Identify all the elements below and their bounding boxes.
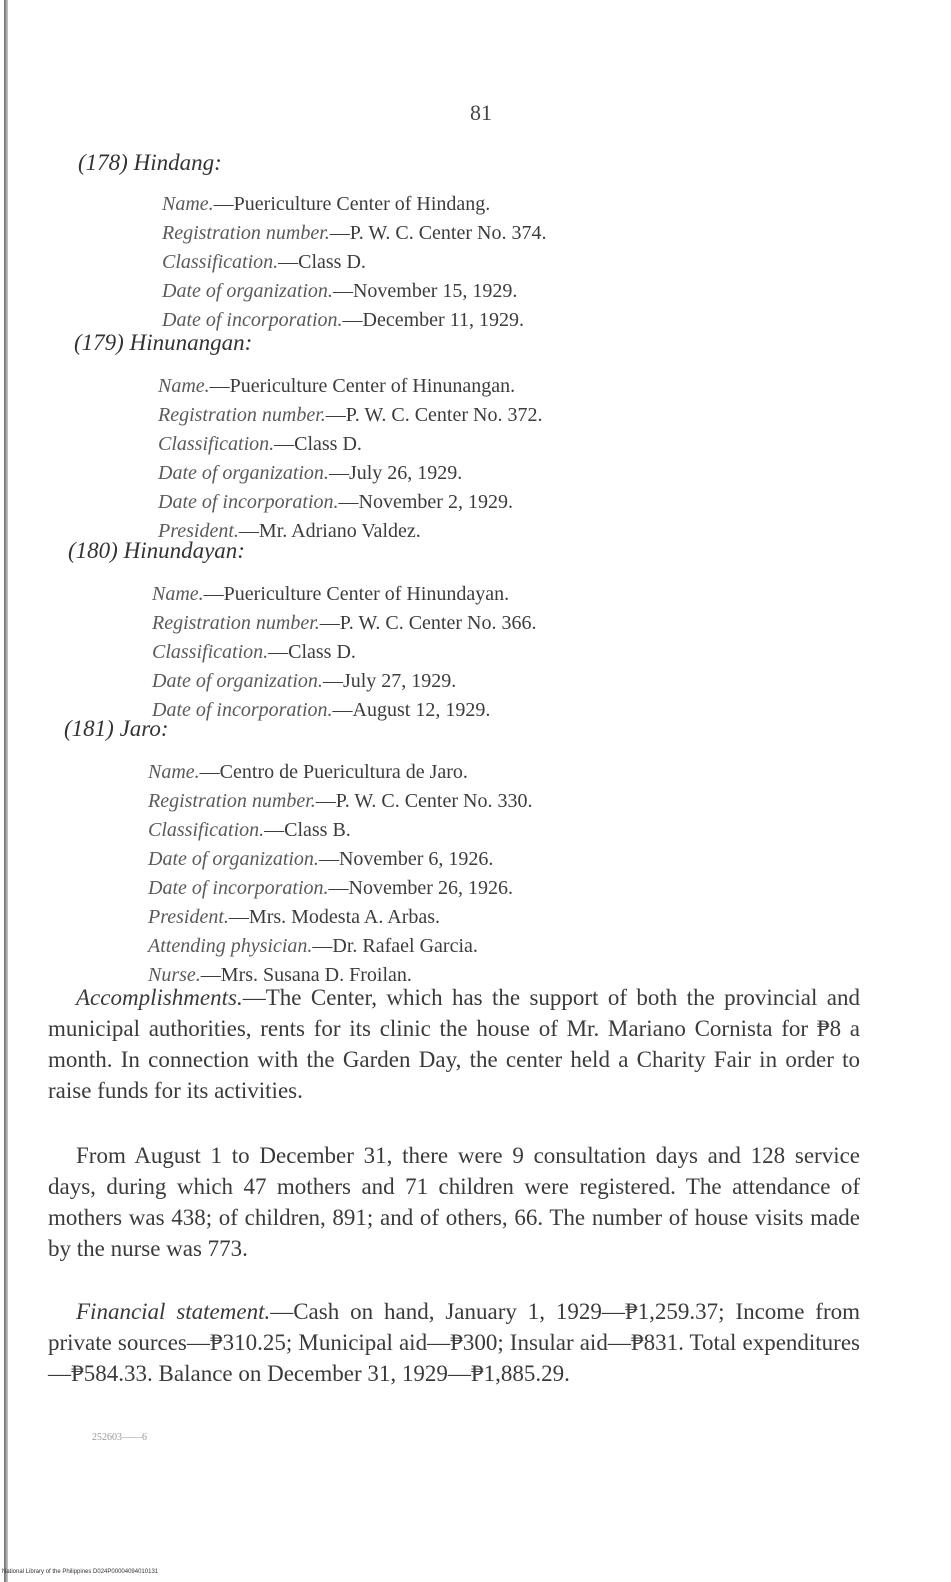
field-nurse: Nurse.—Mrs. Susana D. Froilan. [148, 964, 412, 986]
field-registration: Registration number.—P. W. C. Center No. 372. [158, 404, 543, 426]
field-president: President.—Mrs. Modesta A. Arbas. [148, 906, 441, 928]
entry-fields-178 [162, 190, 546, 335]
field-attending-physician: Attending physician.—Dr. Rafael Garcia. [148, 935, 478, 957]
field-registration: Registration number.—P. W. C. Center No. 330. [148, 790, 533, 812]
field-name: Name.—Puericulture Center of Hinundayan. [152, 583, 510, 605]
entry-place: Hindang: [133, 150, 222, 175]
field-incorporation-date: Date of incorporation.—November 2, 1929. [158, 491, 513, 513]
page-number: 81 [470, 100, 492, 125]
entry-number: (181) [64, 716, 114, 741]
paragraph-accomplishments: Accomplishments.—The Center, which has the support of both the provincial and municipal authorities, rents for its clinic the house of Mr. Mariano Cornista for ₱8 a month. In connection with the Garden Day, the center held a Charity Fair in order to raise funds for its activities. [48, 985, 860, 1103]
field-organization-date: Date of organization.—July 27, 1929. [152, 670, 457, 692]
paragraph-consultations: From August 1 to December 31, there were 9 consultation days and 128 service days, during which 47 mothers and 71 children were registered. The attendance of mothers was 438; of children, 891; and of others, 66. The number of house visits made by the nurse was 773. [48, 1143, 860, 1261]
field-president: President.—Mr. Adriano Valdez. [158, 520, 421, 542]
entry-heading-180 [68, 538, 245, 564]
entry-fields-179 [158, 372, 542, 546]
field-classification: Classification.—Class D. [152, 641, 356, 663]
field-organization-date: Date of organization.—July 26, 1929. [158, 462, 463, 484]
field-name: Name.—Puericulture Center of Hindang. [162, 193, 491, 215]
field-organization-date: Date of organization.—November 6, 1926. [148, 848, 494, 870]
field-classification: Classification.—Class D. [162, 251, 366, 273]
entry-place: Hinundayan: [123, 538, 245, 563]
scan-credit: National Library of the Philippines D024P00004094010131 [2, 1569, 159, 1575]
field-name: Name.—Centro de Puericultura de Jaro. [148, 761, 468, 783]
entry-fields-180 [152, 580, 536, 725]
entry-heading-179 [74, 330, 252, 356]
field-organization-date: Date of organization.—November 15, 1929. [162, 280, 518, 302]
field-incorporation-date: Date of incorporation.—November 26, 1926. [148, 877, 513, 899]
field-registration: Registration number.—P. W. C. Center No. 366. [152, 612, 537, 634]
field-registration: Registration number.—P. W. C. Center No. 374. [162, 222, 547, 244]
entry-heading-181 [64, 716, 169, 742]
entry-heading-178 [78, 150, 222, 176]
field-incorporation-date: Date of incorporation.—December 11, 1929. [162, 309, 524, 331]
printer-code: 252603——6 [92, 1432, 147, 1443]
field-name: Name.—Puericulture Center of Hinunangan. [158, 375, 516, 397]
entry-number: (179) [74, 330, 124, 355]
entry-number: (180) [68, 538, 118, 563]
field-classification: Classification.—Class D. [158, 433, 362, 455]
entry-number: (178) [78, 150, 128, 175]
field-incorporation-date: Date of incorporation.—August 12, 1929. [152, 699, 491, 721]
paragraph-financial-statement: Financial statement.—Cash on hand, January 1, 1929—₱1,259.37; Income from private sources—₱310.25; Municipal aid—₱300; Insular aid—₱831. Total expenditures—₱584.33. Balance on December 31, 1929—₱1,885.29. [48, 1299, 861, 1386]
entry-place: Hinunangan: [129, 330, 253, 355]
field-classification: Classification.—Class B. [148, 819, 351, 841]
entry-place: Jaro: [119, 716, 169, 741]
entry-fields-181 [148, 758, 532, 990]
